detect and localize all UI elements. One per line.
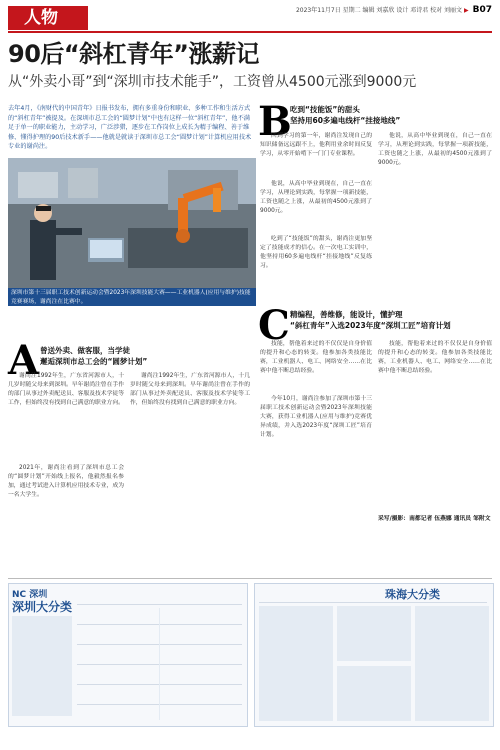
section-b-col2-text: 他说，从高中毕业到现在，自己一直在学习，从理论到实践，每掌握一项新技能，工资也随之上涨，从最初的4500元涨到了9000元。 <box>378 133 492 166</box>
section-b-title: 吃到“技能饭”的甜头 坚持用60多遍电线杆“挂接地线” <box>290 105 401 125</box>
section-c-column-2 <box>378 340 492 376</box>
ad-block <box>12 616 72 716</box>
section-a-dropcap: A <box>8 337 40 384</box>
issue-meta <box>250 6 492 15</box>
ad-divider <box>259 602 487 603</box>
ad-shenzhen-title: 深圳大分类 <box>12 600 73 614</box>
lede-paragraph: 去年4月，《南财代的中国青年》日报书发布，拥有多重身份和职业、多种工作和生活方式的“斜杠青年”被提及。在深圳市总工会的“圆梦计划”中也有这样一位“斜杠青年”，他不满足于单一的职业能力，主动学习，广泛涉猎，逐步在工作岗位上成长为精于编程、善于维修、懂得护理的90后技术新手——他就是就读于深圳市总工会“圆梦计划”计算机应用技术专业的谢尚注。 <box>8 105 252 150</box>
section-c-para-1: 技能，帮他着来过的不仅仅是自身价值的提升和心态的转变。他参加各类技能比赛，工业机器人、电工、网络安全……在比赛中他不断总结经验。 <box>260 341 372 374</box>
section-tag: 人物 <box>8 6 88 30</box>
section-a-column-2 <box>130 372 250 408</box>
byline: 采写/摄影：南都记者 伍燕娜 通讯员 邹附文 <box>378 516 491 522</box>
section-a-col2-text: 谢尚注1992年生，广东省河源市人，十几岁时随父母来到深圳。早年谢尚注曾在手作的部门从事过外卖配送员、客服及技术学徒等工作，但始终没有找到自己满意的职业方向。 <box>130 373 250 406</box>
ad-column-rule <box>159 608 160 720</box>
section-a-title: 曾送外卖、做客服，当学徒 邂逅深圳市总工会的“圆梦计划” <box>40 346 148 366</box>
headline: 90后“斜杠青年”涨薪记 <box>8 40 259 68</box>
section-c-col2-text: 技能，帮他着来过的不仅仅是自身价值的提升和心态的转变。他参加各类技能比赛，工业机器人、电工、网络安全……在比赛中他不断总结经验。 <box>378 341 492 374</box>
ad-classified-zhuhai <box>254 583 494 727</box>
robot-workshop-illustration <box>8 158 256 288</box>
ad-classified-shenzhen <box>8 583 248 727</box>
section-b-dropcap: B <box>258 98 292 145</box>
ad-block <box>415 606 489 721</box>
section-c-title: 精编程，善维修，能设计，懂护理 “斜杠青年”入选2023年度“深圳工匠”培育计划 <box>290 310 451 330</box>
ad-divider <box>77 604 242 605</box>
section-a-para-2: 2021年，谢尚注看到了深圳市总工会的“圆梦计划”开始线上报名，他毅然报名参加，通过考试进入计算机应用技术专业，成为一名大学生。 <box>8 465 124 498</box>
section-c-dropcap: C <box>258 302 290 349</box>
factory-photo <box>8 158 256 288</box>
subheadline: 从“外卖小哥”到“深圳市技术能手”，工资曾从4500元涨到9000元 <box>8 74 417 90</box>
page-number: B07 <box>472 5 492 15</box>
section-b-para-1: 回到学习的第一年，谢尚注发现自己的知识储备远远跟不上，他利用业余时间反复学习，从零开始啃下一门门专业课程。 <box>260 133 372 157</box>
section-b-para-3: 吃到了“技能饭”的甜头，谢尚注更加坚定了技能成才的信心。在一次电工实训中，他坚持用60多遍电线杆“挂接地线”反复练习。 <box>260 236 372 269</box>
section-c-para-2: 今年10月，谢尚注参加了深圳市第十三届职工技术创新运动会暨2023年深圳技能大赛，获得工业机器人(应用与维护)竞赛优异成绩，并入选2023年度“深圳工匠”培育计划。 <box>260 396 372 438</box>
issue-meta-text: 2023年11月7日 星期二 编辑 刘嘉欣 设计 邓诗君 校对 刘丽文 <box>295 7 463 14</box>
ad-block <box>337 666 411 721</box>
section-a-para-1: 谢尚注1992年生，广东省河源市人，十几岁时随父母来到深圳。早年谢尚注曾在手作的部门从事过外卖配送员、客服及技术学徒等工作，但始终没有找到自己满意的职业方向。 <box>8 373 124 406</box>
header-rule <box>8 31 492 33</box>
ad-shenzhen-logo: NC 深圳 <box>12 590 48 600</box>
section-b-column-2 <box>378 132 492 168</box>
section-b-para-2: 他说，从高中毕业到现在，自己一直在学习，从理论到实践，每掌握一项新技能，工资也随之上涨，从最初的4500元涨到了9000元。 <box>260 181 372 214</box>
ad-block <box>259 606 333 721</box>
photo-caption: 深圳市第十三届职工技术创新运动会暨2023年深圳技能大赛——工业机器人(应用与维护)技能竞赛赛场，谢尚注在比赛中。 <box>8 288 256 306</box>
page-marker-icon: ▶ <box>463 7 469 14</box>
ad-separator <box>8 578 492 579</box>
ad-zhuhai-title: 珠海大分类 <box>385 588 440 601</box>
ad-block <box>337 606 411 661</box>
